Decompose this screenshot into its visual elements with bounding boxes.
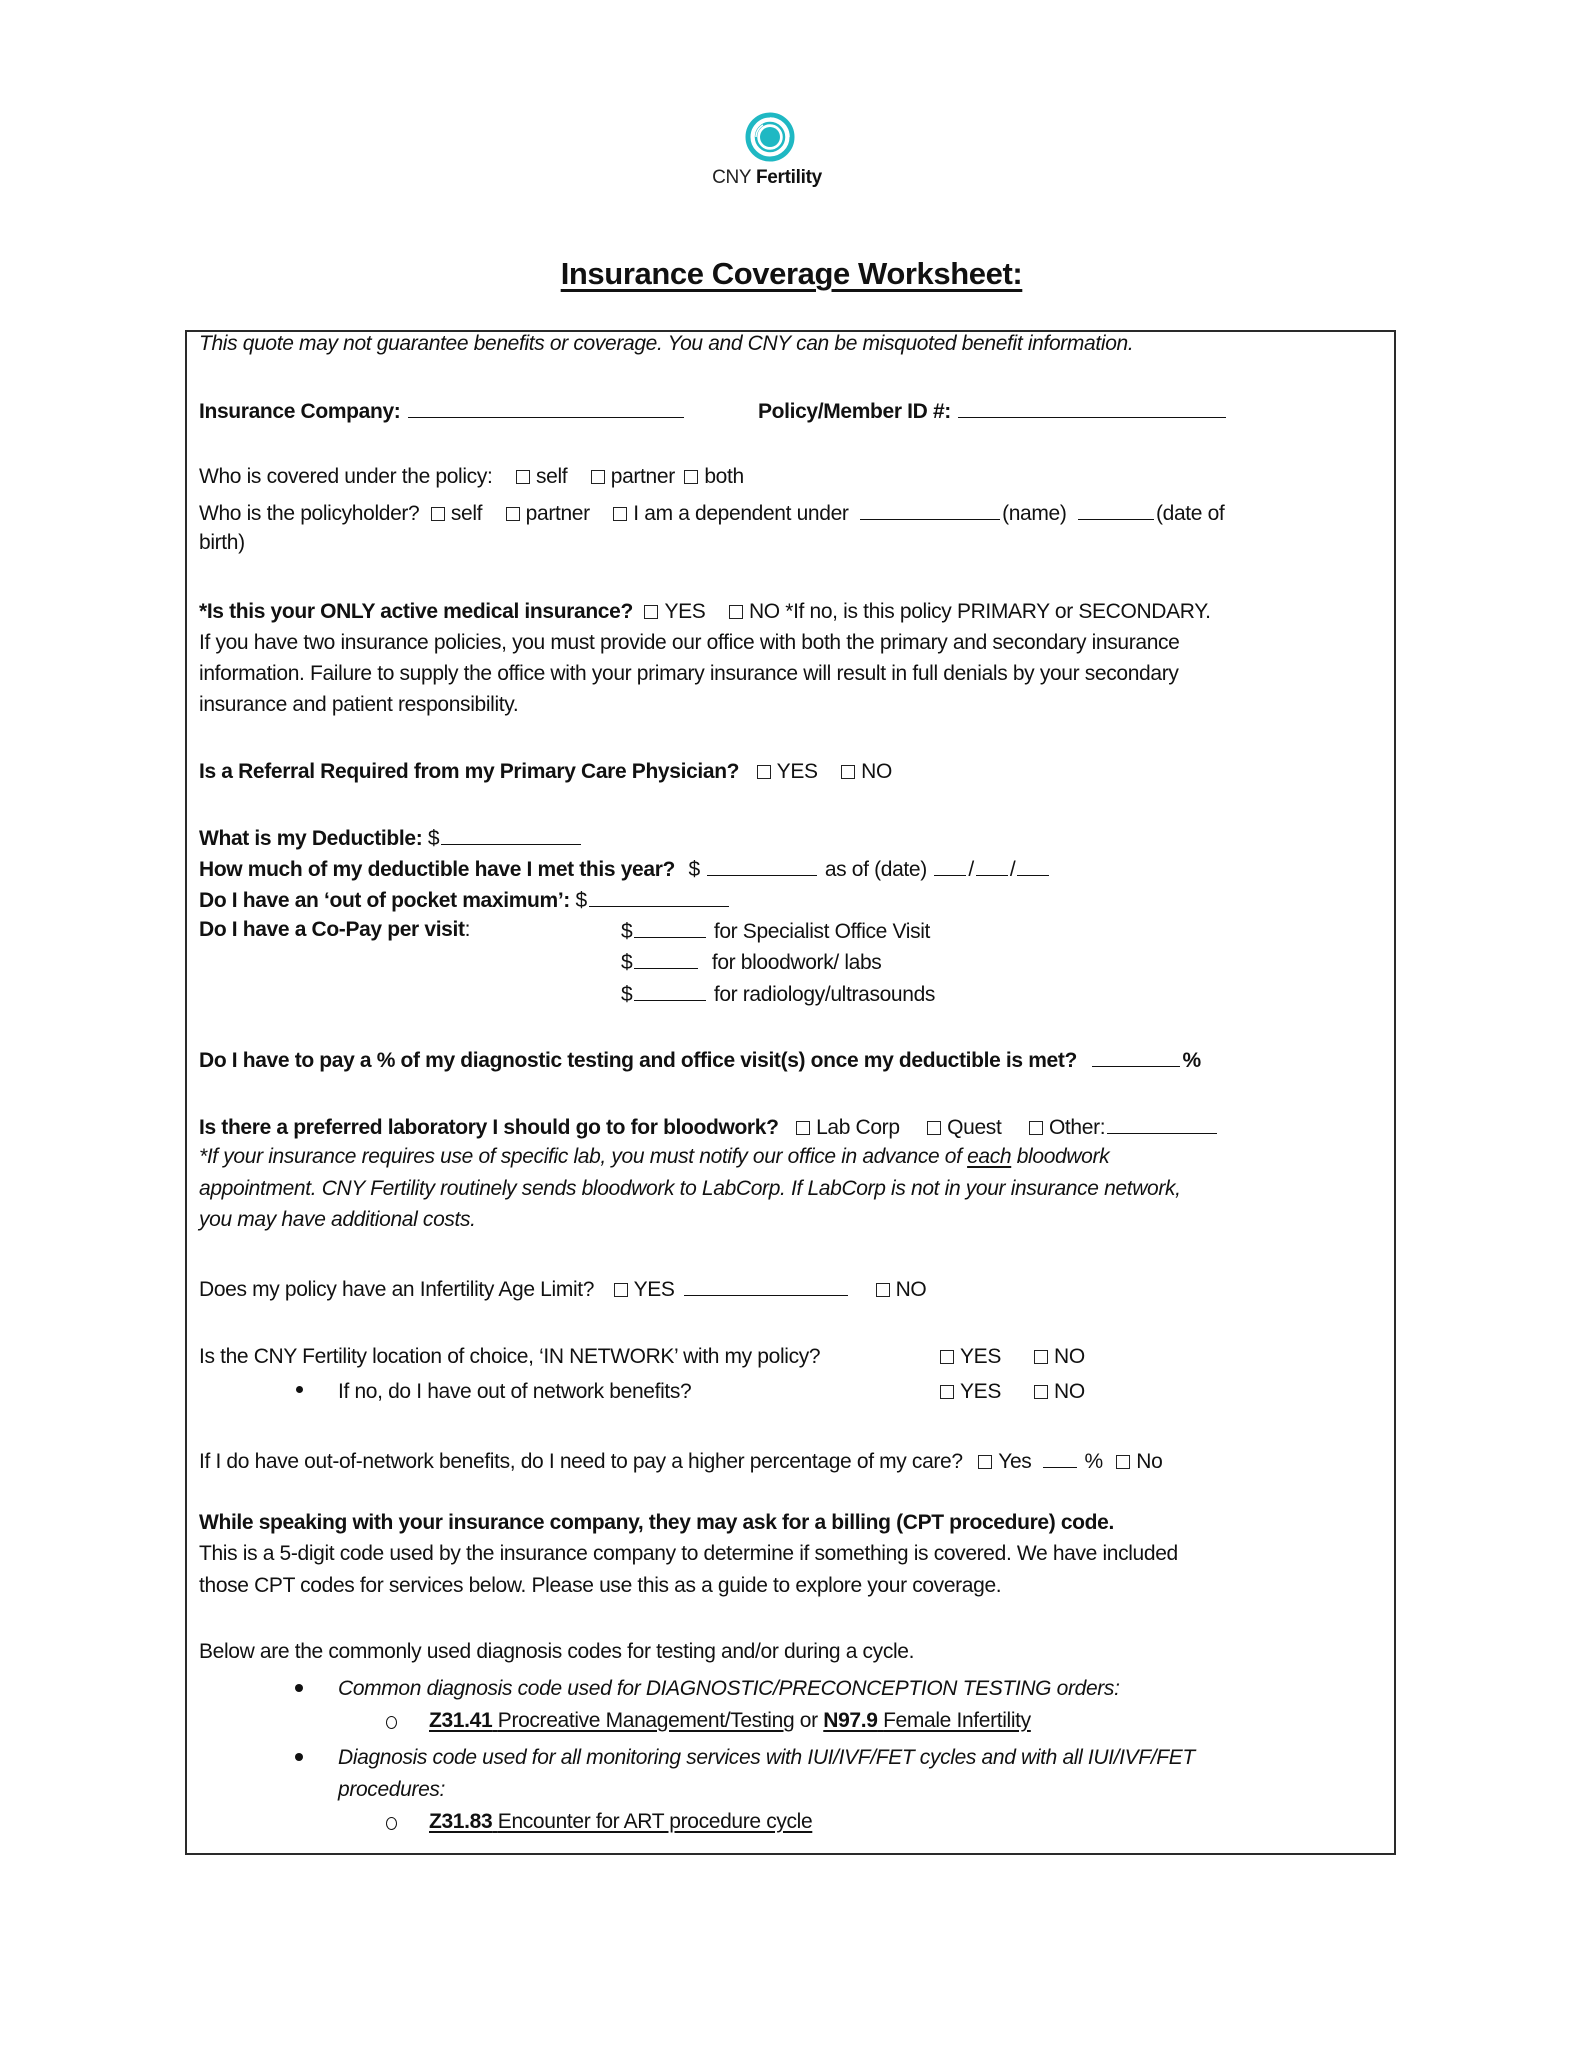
lab-note-line-1 [199,1144,1109,1170]
insurance-company-field[interactable] [408,397,684,418]
insurance-company-row [199,397,686,425]
copay-specialist-row [621,917,930,945]
oon-percent-no-checkbox[interactable] [1116,1455,1130,1469]
copay-radiology-field[interactable] [634,980,706,1001]
oon-percent-field[interactable] [1043,1447,1077,1468]
dob-label-cont: birth) [199,531,245,554]
lab-note-line-3: you may have additional costs. [199,1208,476,1231]
age-limit-yes-label: YES [633,1278,675,1301]
code-z31-83: Z31.83 [429,1810,493,1833]
oop-max-label: Do I have an ‘out of pocket maximum’: [199,889,570,912]
date-separator: / [1009,858,1016,881]
currency-symbol: $ [621,983,633,1006]
referral-yes-checkbox[interactable] [757,765,771,779]
deductible-met-field[interactable] [707,855,817,876]
as-of-date-label: as of (date) [824,858,927,881]
currency-symbol: $ [427,827,440,850]
age-limit-no-label: NO [895,1278,927,1301]
copay-specialist-label: for Specialist Office Visit [713,920,931,943]
code-z31-41-desc: Procreative Management/Testing [497,1709,795,1732]
sub-bullet-icon [386,1817,397,1830]
cny-fertility-logo [705,112,829,192]
in-network-no-checkbox[interactable] [1034,1350,1048,1364]
date-separator: / [968,858,974,881]
deductible-row [199,824,583,852]
diagnosis-item-1-codes [429,1708,1031,1734]
worksheet-box [185,330,1396,1855]
copay-bloodwork-label: for bloodwork/ labs [711,951,882,974]
cpt-line-1: This is a 5-digit code used by the insurance company to determine if something is covered. We have included [199,1542,1178,1565]
sub-bullet-icon [386,1716,397,1729]
diagnosis-item-1: Common diagnosis code used for DIAGNOSTIC/PRECONCEPTION TESTING orders: [338,1677,1120,1700]
out-of-network-question: If no, do I have out of network benefits? [338,1380,692,1403]
date-month-field[interactable] [934,855,966,876]
oon-yes [934,1379,1001,1405]
referral-row [199,759,892,785]
lab-row [199,1113,1219,1141]
referral-question: Is a Referral Required from my Primary Care Physician? [199,760,740,783]
oop-max-field[interactable] [589,886,729,907]
percent-sign: % [1084,1450,1103,1473]
in-network-no [1028,1344,1085,1370]
covered-row [199,464,744,490]
bullet-icon [295,1684,303,1692]
policyholder-dependent-checkbox[interactable] [613,507,627,521]
covered-both-label: both [704,465,744,488]
diagnosis-item-2: Diagnosis code used for all monitoring services with IUI/IVF/FET cycles and with all IUI/IVF/FET [338,1746,1195,1769]
date-year-field[interactable] [1017,855,1049,876]
coinsurance-percent-field[interactable] [1092,1046,1180,1067]
cpt-heading: While speaking with your insurance company, they may ask for a billing (CPT procedure) code. [199,1511,1114,1534]
coinsurance-row [199,1046,1201,1074]
policyholder-self-checkbox[interactable] [431,507,445,521]
diagnosis-intro: Below are the commonly used diagnosis codes for testing and/or during a cycle. [199,1640,915,1663]
policyholder-self-label: self [450,502,483,525]
name-label: (name) [1002,502,1067,525]
oon-percent-yes-label: Yes [998,1450,1032,1473]
copay-label: Do I have a Co-Pay per visit [199,918,465,941]
currency-symbol: $ [621,920,633,943]
disclaimer: This quote may not guarantee benefits or coverage. You and CNY can be misquoted benefit information. [199,332,1134,355]
bullet-icon [296,1386,303,1393]
lab-note-line-2: appointment. CNY Fertility routinely sends bloodwork to LabCorp. If LabCorp is not in your insurance network, [199,1177,1181,1200]
dob-label: (date of [1156,502,1225,525]
code-z31-83-desc: Encounter for ART procedure cycle [497,1810,813,1833]
code-z31-41: Z31.41 [429,1709,493,1732]
page-title: Insurance Coverage Worksheet: [560,256,1023,291]
covered-self-label: self [535,465,568,488]
oon-yes-checkbox[interactable] [940,1385,954,1399]
policy-id-label: Policy/Member ID #: [758,400,951,423]
covered-self-checkbox[interactable] [516,470,530,484]
age-limit-row [199,1275,926,1303]
policy-id-row [758,397,1228,425]
in-network-yes-label: YES [960,1345,1001,1368]
policyholder-partner-checkbox[interactable] [506,507,520,521]
currency-symbol: $ [621,951,633,974]
lab-other-field[interactable] [1107,1113,1217,1134]
currency-symbol: $ [575,889,587,912]
copay-bloodwork-row [621,948,881,976]
lab-labcorp-checkbox[interactable] [796,1121,810,1135]
diagnosis-item-2-codes [429,1809,812,1835]
code-n97-9: N97.9 [823,1709,878,1732]
only-insurance-yes-label: YES [664,600,706,623]
referral-yes-label: YES [776,760,818,783]
two-policies-line-2: information. Failure to supply the office with your primary insurance will result in full denials by your secondary [199,662,1179,685]
currency-symbol: $ [688,858,700,881]
copay-radiology-label: for radiology/ultrasounds [713,983,936,1006]
covered-question: Who is covered under the policy: [199,465,493,488]
lab-quest-label: Quest [947,1116,1002,1139]
oop-max-row [199,886,731,914]
only-insurance-followup: *If no, is this policy PRIMARY or SECONDARY. [785,600,1211,623]
in-network-question: Is the CNY Fertility location of choice, ‘IN NETWORK’ with my policy? [199,1345,821,1368]
diagnosis-item-2-cont: procedures: [338,1778,446,1801]
two-policies-line-1: If you have two insurance policies, you must provide our office with both the primary and secondary insurance [199,631,1180,654]
oon-percent-no-label: No [1136,1450,1163,1473]
copay-radiology-row [621,980,935,1008]
deductible-met-label: How much of my deductible have I met this year? [199,858,675,881]
lab-note-emphasis: each [967,1145,1012,1168]
lab-quest-checkbox[interactable] [927,1121,941,1135]
covered-both-checkbox[interactable] [684,470,698,484]
insurance-company-label: Insurance Company: [199,400,401,423]
date-day-field[interactable] [976,855,1008,876]
dependent-dob-field[interactable] [1078,499,1154,520]
oon-percent-question: If I do have out-of-network benefits, do I need to pay a higher percentage of my care? [199,1450,963,1473]
in-network-yes-checkbox[interactable] [940,1350,954,1364]
only-insurance-yes-checkbox[interactable] [644,605,658,619]
referral-no-label: NO [861,760,892,783]
policy-id-field[interactable] [958,397,1226,418]
oon-percent-yes-checkbox[interactable] [978,1455,992,1469]
lab-note-text: *If your insurance requires use of specific lab, you must notify our office in advance of [199,1145,968,1168]
copay-label-row [199,917,470,943]
logo-wordmark: CNY Fertility [712,167,822,188]
oon-yes-label: YES [960,1380,1001,1403]
covered-partner-checkbox[interactable] [591,470,605,484]
only-insurance-no-label: NO [748,600,780,623]
lab-question: Is there a preferred laboratory I should go to for bloodwork? [199,1116,779,1139]
deductible-field[interactable] [441,824,581,845]
oon-no-label: NO [1054,1380,1085,1403]
lab-other-checkbox[interactable] [1029,1121,1043,1135]
lab-labcorp-label: Lab Corp [816,1116,900,1139]
two-policies-line-3: insurance and patient responsibility. [199,693,519,716]
in-network-yes [934,1344,1001,1370]
policyholder-dependent-label: I am a dependent under [633,502,849,525]
oon-percent-row [199,1447,1162,1475]
cpt-line-2: those CPT codes for services below. Please use this as a guide to explore your coverage. [199,1574,1002,1597]
coinsurance-question: Do I have to pay a % of my diagnostic testing and office visit(s) once my deductible is met? [199,1049,1077,1072]
referral-no-checkbox[interactable] [841,765,855,779]
deductible-label: What is my Deductible: [199,827,423,850]
lab-note-text: bloodwork [1011,1145,1110,1168]
spiral-logo-icon [745,112,795,162]
oon-no-checkbox[interactable] [1034,1385,1048,1399]
policyholder-question: Who is the policyholder? [199,502,420,525]
age-limit-yes-checkbox[interactable] [614,1283,628,1297]
dependent-name-field[interactable] [860,499,1000,520]
oon-no [1028,1379,1085,1405]
deductible-met-row [199,855,1051,883]
copay-specialist-field[interactable] [634,917,706,938]
only-insurance-no-checkbox[interactable] [729,605,743,619]
copay-colon: : [464,918,471,941]
percent-sign: % [1182,1049,1201,1072]
in-network-no-label: NO [1054,1345,1085,1368]
lab-other-label: Other: [1048,1116,1106,1139]
age-limit-question: Does my policy have an Infertility Age Limit? [199,1278,595,1301]
policyholder-row [199,499,1224,527]
bullet-icon [295,1753,303,1761]
only-insurance-question: *Is this your ONLY active medical insurance? [199,600,633,623]
only-insurance-row [199,599,1211,625]
copay-bloodwork-field[interactable] [634,948,698,969]
age-limit-field[interactable] [684,1275,848,1296]
code-n97-9-desc: Female Infertility [883,1709,1031,1732]
age-limit-no-checkbox[interactable] [876,1283,890,1297]
code-joiner: or [799,1709,818,1732]
policyholder-partner-label: partner [525,502,590,525]
covered-partner-label: partner [610,465,675,488]
